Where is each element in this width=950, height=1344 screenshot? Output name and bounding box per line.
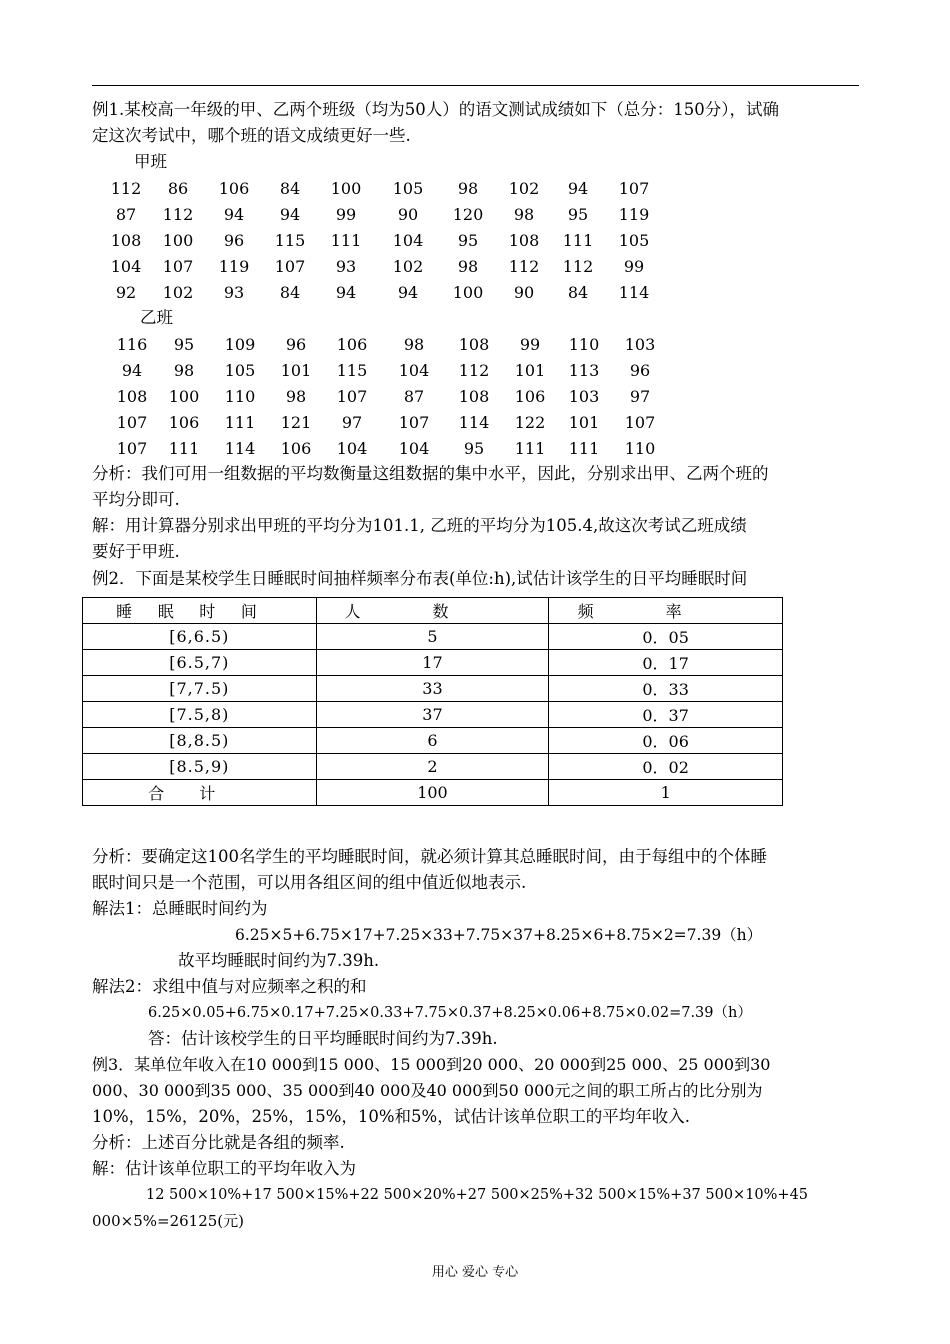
score-cell: 104 — [392, 231, 424, 250]
example3-line3: 10%，15%，20%，25%，15%，10%和5%，试估计该单位职工的平均年收入. — [92, 1107, 690, 1126]
score-cell: 103 — [624, 335, 656, 354]
score-cell: 108 — [458, 387, 490, 406]
score-cell: 108 — [116, 387, 148, 406]
table-row — [83, 676, 783, 702]
freq-cell: 0．05 — [549, 624, 783, 650]
total-freq: 1 — [549, 780, 783, 806]
score-cell: 84 — [279, 179, 301, 198]
score-cell: 93 — [223, 283, 245, 302]
example3-formula-line2: 000×5%=26125(元) — [92, 1212, 244, 1230]
score-cell: 111 — [224, 413, 256, 432]
score-cell: 92 — [115, 283, 137, 302]
score-cell: 108 — [110, 231, 142, 250]
score-cell: 110 — [224, 387, 256, 406]
score-cell: 90 — [513, 283, 535, 302]
count-cell: 2 — [316, 754, 549, 780]
score-cell: 111 — [514, 439, 546, 458]
score-cell: 100 — [330, 179, 362, 198]
interval-cell: [8.5,9) — [83, 754, 317, 780]
example1-solution-line1: 解：用计算器分别求出甲班的平均分为101.1, 乙班的平均分为105.4,故这次考试乙班成绩 — [92, 516, 747, 535]
method2-label: 解法2：求组中值与对应频率之积的和 — [92, 977, 367, 996]
score-cell: 98 — [285, 387, 307, 406]
score-cell: 107 — [116, 439, 148, 458]
total-label: 合计 — [83, 780, 317, 806]
score-cell: 107 — [398, 413, 430, 432]
method1-formula: 6.25×5+6.75×17+7.25×33+7.75×37+8.25×6+8.75×2=7.39（h） — [235, 926, 763, 944]
table-header-row — [83, 598, 783, 624]
score-cell: 100 — [452, 283, 484, 302]
method1-label: 解法1：总睡眠时间约为 — [92, 899, 268, 918]
score-cell: 114 — [458, 413, 490, 432]
example3-line1: 例3．某单位年收入在10 000到15 000、15 000到20 000、20 000到25 000、25 000到30 — [92, 1055, 771, 1074]
score-cell: 112 — [110, 179, 142, 198]
score-cell: 111 — [330, 231, 362, 250]
score-cell: 100 — [168, 387, 200, 406]
score-cell: 99 — [335, 205, 357, 224]
example3-formula-line1: 12 500×10%+17 500×15%+22 500×20%+27 500×25%+32 500×15%+37 500×10%+45 — [146, 1187, 809, 1203]
score-cell: 101 — [568, 413, 600, 432]
score-cell: 119 — [218, 257, 250, 276]
freq-cell: 0．02 — [549, 754, 783, 780]
score-cell: 93 — [335, 257, 357, 276]
example1-line1: 例1.某校高一年级的甲、乙两个班级（均为50人）的语文测试成绩如下（总分：150分），试确 — [92, 100, 779, 119]
score-cell: 99 — [623, 257, 645, 276]
header-count: 人数 — [316, 598, 549, 624]
score-cell: 87 — [403, 387, 425, 406]
score-cell: 107 — [336, 387, 368, 406]
score-cell: 105 — [224, 361, 256, 380]
example1-solution-line2: 要好于甲班. — [92, 542, 180, 561]
example2-analysis-line2: 眠时间只是一个范围，可以用各组区间的组中值近似地表示. — [92, 873, 527, 892]
score-cell: 106 — [168, 413, 200, 432]
score-cell: 90 — [397, 205, 419, 224]
score-cell: 102 — [162, 283, 194, 302]
score-cell: 95 — [457, 231, 479, 250]
score-cell: 86 — [167, 179, 189, 198]
table-row — [83, 650, 783, 676]
header-sleep-time: 睡眠时间 — [83, 598, 317, 624]
sleep-frequency-table — [82, 597, 783, 806]
score-cell: 96 — [285, 335, 307, 354]
score-cell: 113 — [568, 361, 600, 380]
score-cell: 119 — [618, 205, 650, 224]
score-cell: 107 — [274, 257, 306, 276]
score-cell: 107 — [116, 413, 148, 432]
score-cell: 121 — [280, 413, 312, 432]
score-cell: 116 — [116, 335, 148, 354]
method1-conclusion: 故平均睡眠时间约为7.39h. — [178, 951, 380, 970]
score-cell: 98 — [457, 179, 479, 198]
table-row — [83, 728, 783, 754]
score-cell: 97 — [629, 387, 651, 406]
score-cell: 96 — [223, 231, 245, 250]
score-cell: 106 — [514, 387, 546, 406]
score-cell: 105 — [618, 231, 650, 250]
score-cell: 104 — [336, 439, 368, 458]
class-a-label: 甲班 — [134, 152, 167, 171]
score-cell: 107 — [624, 413, 656, 432]
score-cell: 104 — [398, 361, 430, 380]
count-cell: 17 — [316, 650, 549, 676]
score-cell: 98 — [173, 361, 195, 380]
method2-formula: 6.25×0.05+6.75×0.17+7.25×0.33+7.75×0.37+8.25×0.06+8.75×0.02=7.39（h） — [148, 1005, 752, 1021]
page-footer: 用心 爱心 专心 — [431, 1265, 519, 1280]
score-cell: 104 — [110, 257, 142, 276]
score-cell: 101 — [280, 361, 312, 380]
score-cell: 95 — [567, 205, 589, 224]
example3-line2: 000、30 000到35 000、35 000到40 000及40 000到50 000元之间的职工所占的比分别为 — [92, 1081, 763, 1100]
count-cell: 37 — [316, 702, 549, 728]
score-cell: 122 — [514, 413, 546, 432]
freq-cell: 0．33 — [549, 676, 783, 702]
score-cell: 101 — [514, 361, 546, 380]
example1-analysis-line2: 平均分即可. — [92, 490, 180, 509]
score-cell: 109 — [224, 335, 256, 354]
interval-cell: [7.5,8) — [83, 702, 317, 728]
table-row — [83, 702, 783, 728]
example1-analysis-line1: 分析：我们可用一组数据的平均数衡量这组数据的集中水平，因此，分别求出甲、乙两个班的 — [92, 464, 769, 483]
example3-analysis: 分析：上述百分比就是各组的频率. — [92, 1133, 345, 1152]
score-cell: 103 — [568, 387, 600, 406]
score-cell: 94 — [121, 361, 143, 380]
score-cell: 111 — [568, 439, 600, 458]
interval-cell: [8,8.5) — [83, 728, 317, 754]
header-rule — [92, 85, 859, 86]
score-cell: 94 — [397, 283, 419, 302]
score-cell: 108 — [458, 335, 490, 354]
score-cell: 120 — [452, 205, 484, 224]
score-cell: 95 — [463, 439, 485, 458]
score-cell: 87 — [115, 205, 137, 224]
score-cell: 95 — [173, 335, 195, 354]
score-cell: 106 — [280, 439, 312, 458]
score-cell: 107 — [618, 179, 650, 198]
score-cell: 84 — [279, 283, 301, 302]
score-cell: 111 — [562, 231, 594, 250]
interval-cell: [7,7.5) — [83, 676, 317, 702]
score-cell: 112 — [162, 205, 194, 224]
score-cell: 114 — [618, 283, 650, 302]
score-cell: 94 — [567, 179, 589, 198]
score-cell: 115 — [274, 231, 306, 250]
score-cell: 108 — [508, 231, 540, 250]
example2-analysis-line1: 分析：要确定这100名学生的平均睡眠时间，就必须计算其总睡眠时间，由于每组中的个体睡 — [92, 847, 767, 866]
freq-cell: 0．06 — [549, 728, 783, 754]
score-cell: 94 — [223, 205, 245, 224]
score-cell: 97 — [341, 413, 363, 432]
score-cell: 105 — [392, 179, 424, 198]
example3-solution: 解：估计该单位职工的平均年收入为 — [92, 1159, 356, 1178]
table-row — [83, 754, 783, 780]
score-cell: 112 — [562, 257, 594, 276]
score-cell: 106 — [336, 335, 368, 354]
freq-cell: 0．17 — [549, 650, 783, 676]
table-total-row — [83, 780, 783, 806]
table-row — [83, 624, 783, 650]
score-cell: 114 — [224, 439, 256, 458]
score-cell: 98 — [403, 335, 425, 354]
score-cell: 104 — [398, 439, 430, 458]
score-cell: 110 — [624, 439, 656, 458]
count-cell: 33 — [316, 676, 549, 702]
freq-cell: 0．37 — [549, 702, 783, 728]
score-cell: 115 — [336, 361, 368, 380]
interval-cell: [6,6.5) — [83, 624, 317, 650]
example2-intro: 例2．下面是某校学生日睡眠时间抽样频率分布表(单位:h),试估计该学生的日平均睡眠时间 — [92, 569, 748, 588]
score-cell: 106 — [218, 179, 250, 198]
example2-answer: 答：估计该校学生的日平均睡眠时间约为7.39h. — [148, 1029, 498, 1048]
score-cell: 112 — [508, 257, 540, 276]
score-cell: 94 — [279, 205, 301, 224]
total-count: 100 — [316, 780, 549, 806]
interval-cell: [6.5,7) — [83, 650, 317, 676]
header-frequency: 频率 — [549, 598, 783, 624]
score-cell: 98 — [513, 205, 535, 224]
score-cell: 96 — [629, 361, 651, 380]
score-cell: 111 — [168, 439, 200, 458]
score-cell: 84 — [567, 283, 589, 302]
score-cell: 102 — [392, 257, 424, 276]
example1-line2: 定这次考试中，哪个班的语文成绩更好一些. — [92, 126, 411, 145]
count-cell: 5 — [316, 624, 549, 650]
score-cell: 107 — [162, 257, 194, 276]
score-cell: 102 — [508, 179, 540, 198]
score-cell: 112 — [458, 361, 490, 380]
score-cell: 98 — [457, 257, 479, 276]
count-cell: 6 — [316, 728, 549, 754]
score-cell: 94 — [335, 283, 357, 302]
score-cell: 99 — [519, 335, 541, 354]
score-cell: 110 — [568, 335, 600, 354]
class-b-label: 乙班 — [140, 308, 173, 327]
score-cell: 100 — [162, 231, 194, 250]
